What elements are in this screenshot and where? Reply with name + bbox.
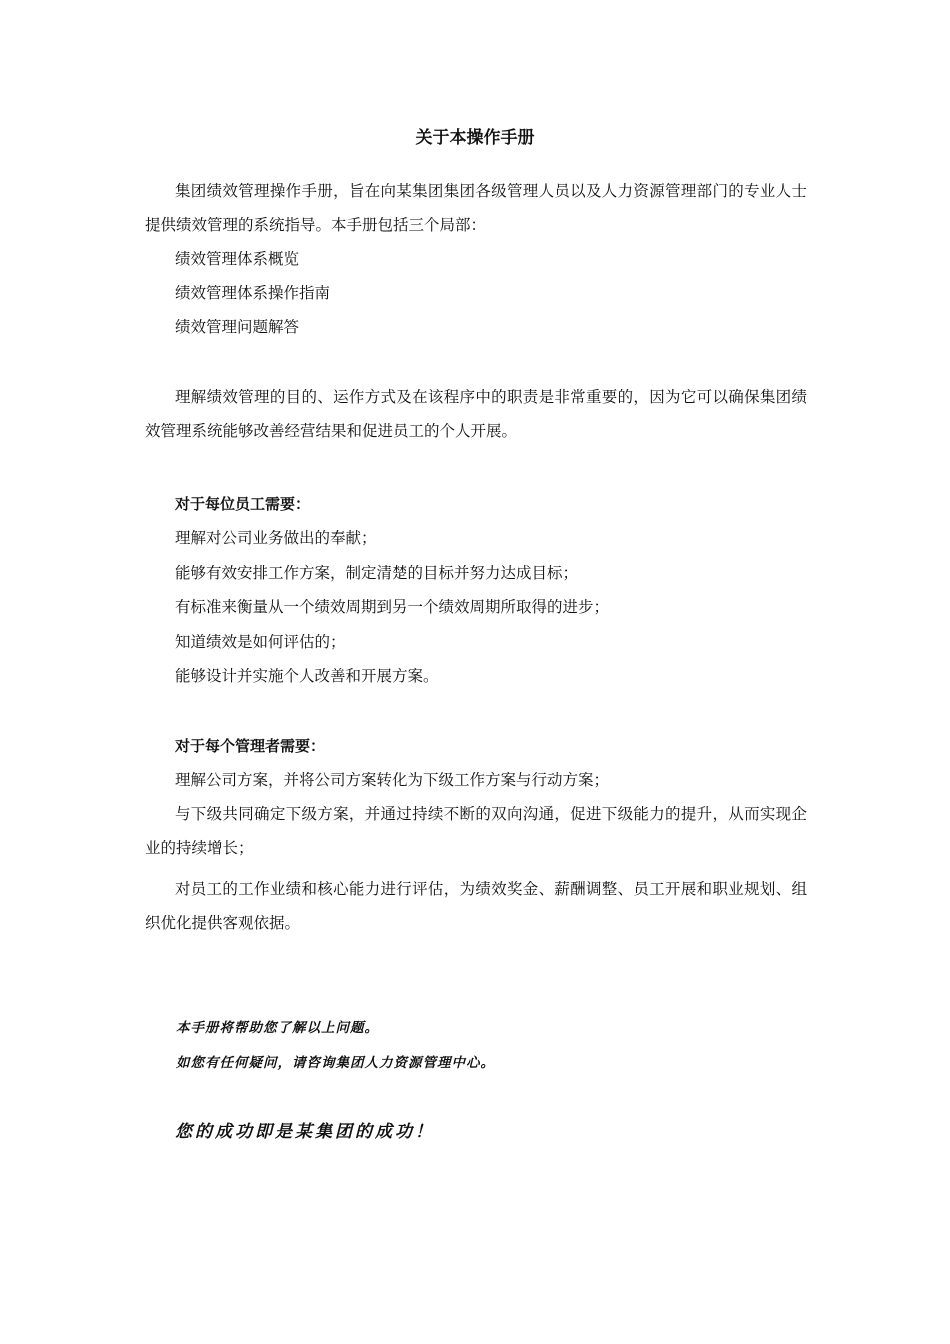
page-title: 关于本操作手册 — [415, 128, 535, 148]
intro-paragraph: 集团绩效管理操作手册，旨在向某集团集团各级管理人员以及人力资源管理部门的专业人士提供绩效管理的系统指导。本手册包括三个局部： — [145, 182, 807, 234]
employee-need-item: 有标准来衡量从一个绩效周期到另一个绩效周期所取得的进步； — [175, 598, 610, 616]
purpose-paragraph: 理解绩效管理的目的、运作方式及在该程序中的职责是非常重要的，因为它可以确保集团绩效管理系统能够改善经营结果和促进员工的个人开展。 — [145, 388, 807, 440]
manager-need-item: 理解公司方案，并将公司方案转化为下级工作方案与行动方案； — [175, 771, 610, 789]
closing-slogan: 您的成功即是某集团的成功！ — [175, 1122, 435, 1142]
part-item-3: 绩效管理问题解答 — [175, 318, 300, 336]
closing-contact-line: 如您有任何疑问，请咨询集团人力资源管理中心。 — [176, 1055, 495, 1071]
employee-need-item: 能够设计并实施个人改善和开展方案。 — [175, 667, 439, 685]
manager-need-item: 与下级共同确定下级方案，并通过持续不断的双向沟通，促进下级能力的提升，从而实现企业的持续增长； — [145, 805, 807, 857]
part-item-2: 绩效管理体系操作指南 — [175, 284, 331, 302]
closing-help-line: 本手册将帮助您了解以上问题。 — [176, 1020, 379, 1036]
employee-need-item: 知道绩效是如何评估的； — [175, 633, 346, 651]
manager-needs-heading: 对于每个管理者需要： — [175, 737, 326, 755]
employee-needs-heading: 对于每位员工需要： — [175, 495, 311, 513]
employee-need-item: 理解对公司业务做出的奉献； — [175, 529, 377, 547]
part-item-1: 绩效管理体系概览 — [175, 250, 300, 268]
manager-need-item: 对员工的工作业绩和核心能力进行评估，为绩效奖金、薪酬调整、员工开展和职业规划、组织优化提供客观依据。 — [145, 880, 807, 932]
employee-need-item: 能够有效安排工作方案，制定清楚的目标并努力达成目标； — [175, 564, 579, 582]
